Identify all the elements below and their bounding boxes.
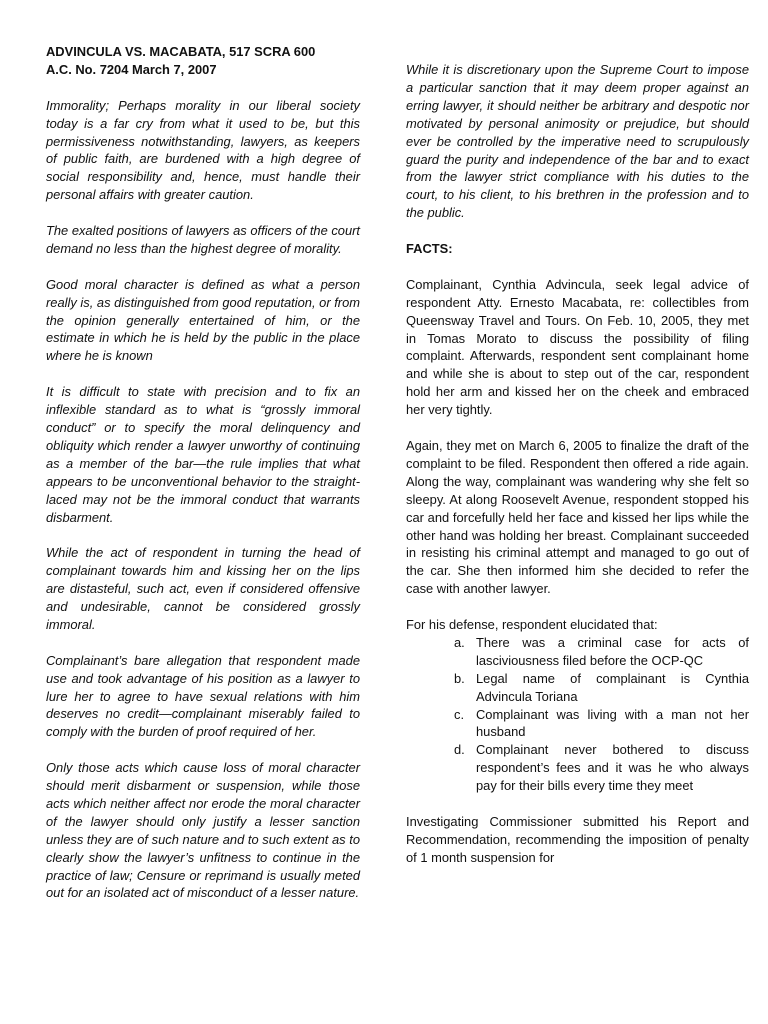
doctrine-paragraph: While the act of respondent in turning the head of complainant towards him and kissing her on the lips are distasteful, such act, even if considered offensive and undesirable, cannot be considered grossly immoral. [46, 545, 360, 632]
list-marker: c. [454, 706, 465, 722]
left-column [46, 43, 360, 920]
list-marker: b. [454, 670, 465, 686]
doctrine-paragraph: Good moral character is defined as what a person really is, as distinguished from good reputation, or from the opinion generally entertained of him, or the estimate in which he is held by the public in the place where he is known [46, 276, 360, 364]
list-item-text: Complainant never bothered to discuss respondent’s fees and it was he who always pay for their bills every time they meet [476, 742, 749, 794]
list-item [454, 670, 749, 706]
right-column [406, 61, 749, 885]
list-item [454, 706, 749, 742]
case-title-line1: ADVINCULA VS. MACABATA, 517 SCRA 600 [46, 44, 316, 59]
list-item-text: There was a criminal case for acts of lasciviousness filed before the OCP-QC [476, 634, 749, 668]
list-marker: a. [454, 634, 465, 650]
case-title [46, 43, 360, 79]
doctrine-paragraph: Immorality; Perhaps morality in our liberal society today is a far cry from what it used to be, but this permissiveness notwithstanding, lawyers, as keepers of public faith, are burdened with a high degree of social responsibility and, hence, must handle their personal affairs with greater caution. [46, 97, 360, 203]
doctrine-paragraph: Only those acts which cause loss of moral character should merit disbarment or suspension, while those acts which neither affect nor erode the moral character of the lawyer should only justify a lesser sanction unless they are of such nature and to such extent as to clearly show the lawyer’s unfitness to continue in the practice of law; Censure or reprimand is usually meted out for an isolated act of misconduct of a lesser nature. [46, 760, 360, 901]
doctrine-paragraph: The exalted positions of lawyers as officers of the court demand no less than the highest degree of morality. [46, 223, 360, 256]
doctrine-paragraph: Complainant’s bare allegation that respondent made use and took advantage of his position as a lawyer to lure her to agree to have sexual relations with him deserves no credit—complainant miserably failed to comply with the burden of proof required of her. [46, 652, 360, 740]
list-item-text: Legal name of complainant is Cynthia Advincula Toriana [476, 670, 749, 704]
facts-heading: FACTS: [406, 241, 453, 257]
list-item [454, 741, 749, 795]
report-paragraph: Investigating Commissioner submitted his Report and Recommendation, recommending the imposition of penalty of 1 month suspension for [406, 813, 749, 865]
defense-list [406, 634, 749, 795]
case-citation: A.C. No. 7204 March 7, 2007 [46, 61, 217, 77]
facts-paragraph: Again, they met on March 6, 2005 to finalize the draft of the complaint to be filed. Respondent then offered a ride again. Along the way, complainant was wandering why she felt so sleepy. At along Roosevelt Avenue, respondent stopped his car and forcefully held her face and kissed her lips while the other hand was holding her breast. Complainant succeeded in resisting his criminal attempt and managed to go out of the car. She then informed him she decided to refer the case with another lawyer. [406, 437, 749, 597]
defense-intro: For his defense, respondent elucidated that: [406, 617, 658, 633]
list-item [454, 634, 749, 670]
list-marker: d. [454, 742, 465, 758]
list-item-text: Complainant was living with a man not her husband [476, 706, 749, 740]
doctrine-paragraph: While it is discretionary upon the Supreme Court to impose a particular sanction that it may deem proper against an erring lawyer, it should neither be arbitrary and despotic nor motivated by personal animosity or prejudice, but should ever be controlled by the imperative need to scrupulously guard the purity and independence of the bar and to exact from the lawyer strict compliance with his duties to the court, to his client, to his brethren in the profession and to the public. [406, 62, 749, 221]
doctrine-paragraph: It is difficult to state with precision and to fix an inflexible standard as to what is “grossly immoral conduct” or to specify the moral delinquency and obliquity which render a lawyer unworthy of continuing as a member of the bar—the rule implies that what appears to be unconventional behavior to the straight-laced may not be the immoral conduct that warrants disbarment. [46, 384, 360, 525]
facts-paragraph: Complainant, Cynthia Advincula, seek legal advice of respondent Atty. Ernesto Macabata, re: collectibles from Queensway Travel and Tours. On Feb. 10, 2005, they met in Tomas Morato to discuss the possibility of filing complaint. Afterwards, respondent sent complainant home and while she is about to step out of the car, respondent hold her arm and kissed her on the cheek and embraced her very tightly. [406, 276, 749, 418]
